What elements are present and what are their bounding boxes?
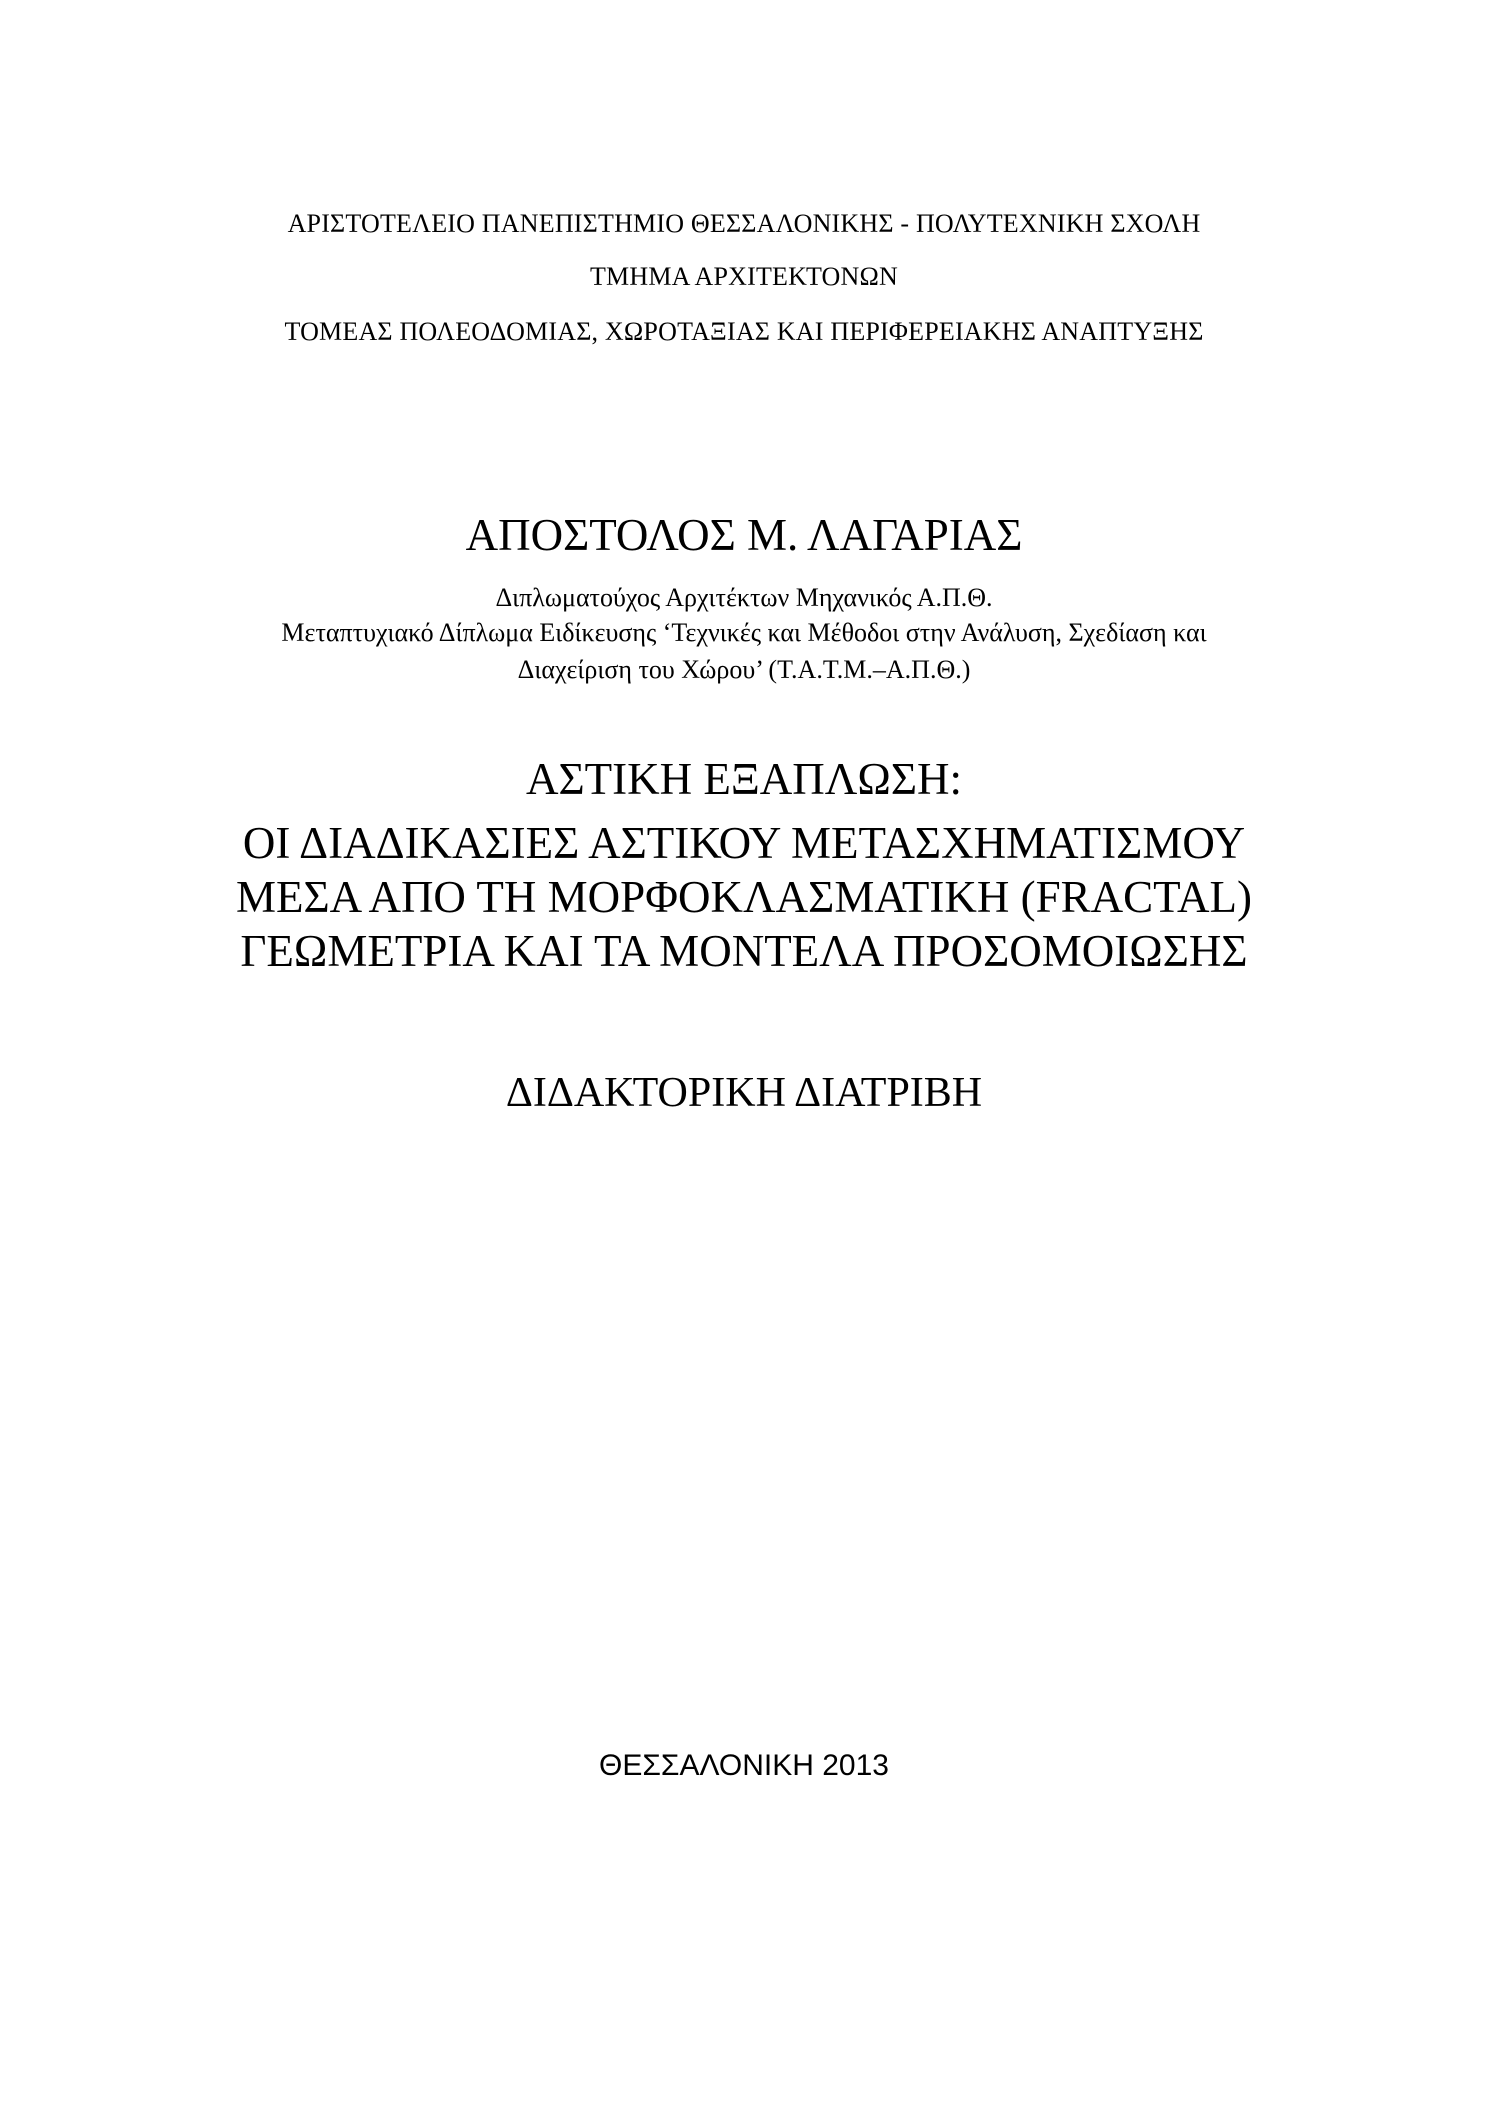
author-credential-3: Διαχείριση του Χώρου’ (Τ.Α.Τ.Μ.–Α.Π.Θ.): [517, 655, 971, 684]
university-line: ΑΡΙΣΤΟΤΕΛΕΙΟ ΠΑΝΕΠΙΣΤΗΜΙΟ ΘΕΣΣΑΛΟΝΙΚΗΣ - ΠΟΛΥΤΕΧΝΙΚΗ ΣΧΟΛΗ: [287, 209, 1201, 238]
thesis-title-line-4: ΓΕΩΜΕΤΡΙΑ ΚΑΙ ΤΑ ΜΟΝΤΕΛΑ ΠΡΟΣΟΜΟΙΩΣΗΣ: [240, 926, 1248, 976]
thesis-title-line-3: ΜΕΣΑ ΑΠΟ ΤΗ ΜΟΡΦΟΚΛΑΣΜΑΤΙΚΗ (FRACTAL): [235, 872, 1253, 922]
thesis-title-line-1: ΑΣΤΙΚΗ ΕΞΑΠΛΩΣΗ:: [525, 754, 963, 804]
sector-line: ΤΟΜΕΑΣ ΠΟΛΕΟΔΟΜΙΑΣ, ΧΩΡΟΤΑΞΙΑΣ ΚΑΙ ΠΕΡΙΦΕΡΕΙΑΚΗΣ ΑΝΑΠΤΥΞΗΣ: [284, 317, 1204, 346]
author-credential-1: Διπλωματούχος Αρχιτέκτων Μηχανικός Α.Π.Θ.: [495, 583, 993, 612]
author-name: ΑΠΟΣΤΟΛΟΣ Μ. ΛΑΓΑΡΙΑΣ: [465, 510, 1023, 560]
thesis-type: ΔΙΔΑΚΤΟΡΙΚΗ ΔΙΑΤΡΙΒΗ: [505, 1070, 983, 1116]
author-credential-2: Μεταπτυχιακό Δίπλωμα Ειδίκευσης ‘Τεχνικές και Μέθοδοι στην Ανάλυση, Σχεδίαση και: [281, 618, 1207, 647]
thesis-title-line-2: ΟΙ ΔΙΑΔΙΚΑΣΙΕΣ ΑΣΤΙΚΟΥ ΜΕΤΑΣΧΗΜΑΤΙΣΜΟΥ: [242, 818, 1246, 868]
department-line: ΤΜΗΜΑ ΑΡΧΙΤΕΚΤΟΝΩΝ: [589, 262, 899, 291]
place-year: ΘΕΣΣΑΛΟΝΙΚΗ 2013: [599, 1749, 889, 1782]
